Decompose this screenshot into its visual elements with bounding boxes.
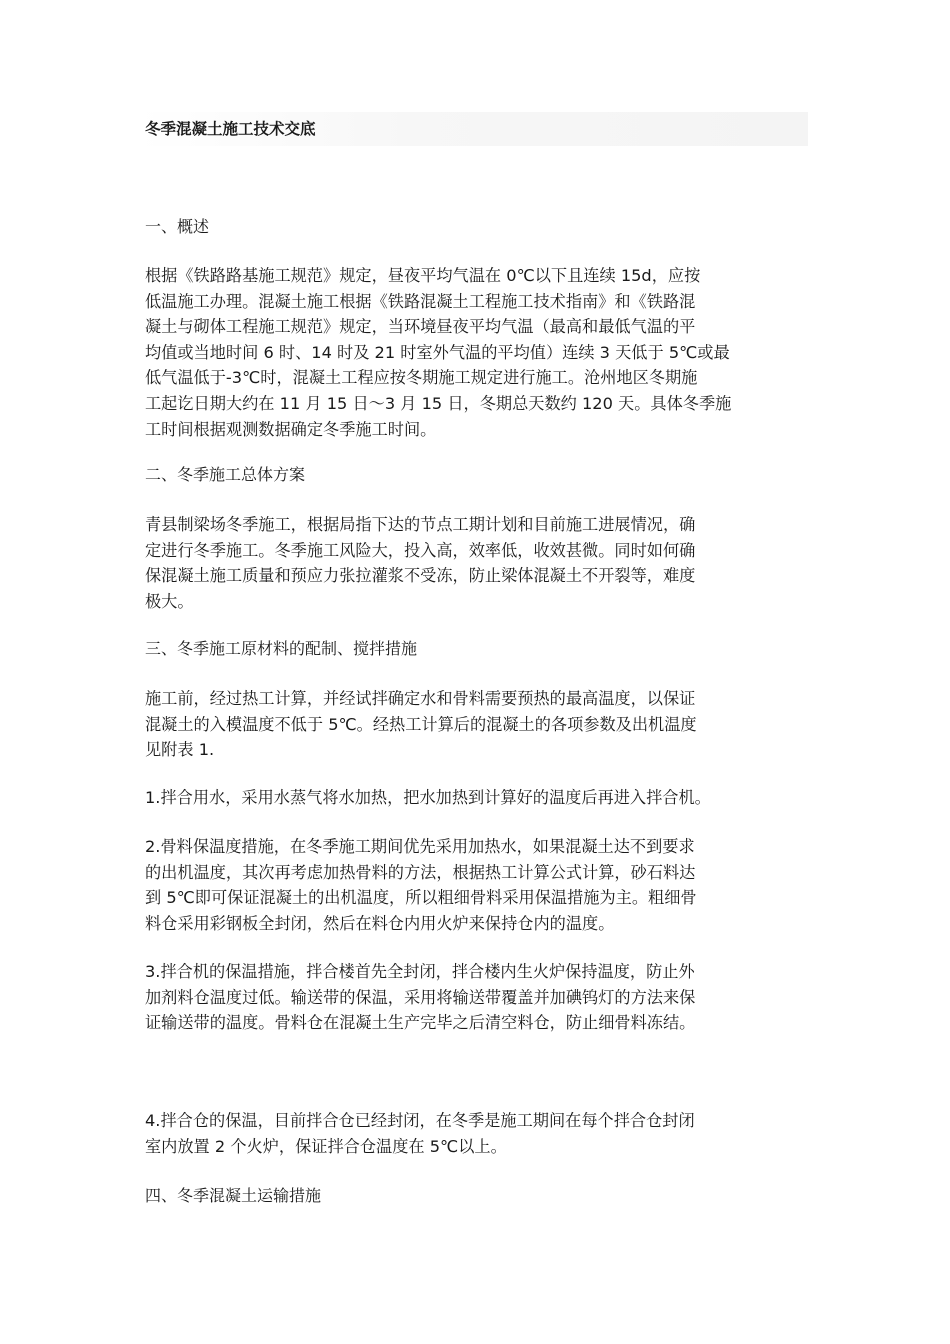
paragraph-item-2 bbox=[145, 834, 810, 936]
text-line: 工起讫日期大约在 11 月 15 日～3 月 15 日，冬期总天数约 120 天。具体冬季施 bbox=[145, 393, 732, 413]
paragraph-item-1 bbox=[145, 785, 810, 811]
text-line: 1.拌合用水，采用水蒸气将水加热，把水加热到计算好的温度后再进入拌合机。 bbox=[145, 788, 711, 807]
text-line: 低温施工办理。混凝土施工根据《铁路混凝土工程施工技术指南》和《铁路混 bbox=[145, 291, 696, 311]
text-line: 料仓采用彩钢板全封闭，然后在料仓内用火炉来保持仓内的温度。 bbox=[145, 913, 615, 933]
text-line: 极大。 bbox=[145, 591, 194, 611]
document-title: 冬季混凝土施工技术交底 bbox=[145, 120, 316, 138]
section-heading-overview: 一、概述 bbox=[145, 217, 210, 236]
section-heading-transport: 四、冬季混凝土运输措施 bbox=[145, 1186, 322, 1205]
text-line: 3.拌合机的保温措施，拌合楼首先全封闭，拌合楼内生火炉保持温度，防止外 bbox=[145, 962, 695, 981]
text-line: 青县制梁场冬季施工，根据局指下达的节点工期计划和目前施工进展情况，确 bbox=[145, 515, 696, 534]
text-line: 加剂料仓温度过低。输送带的保温，采用将输送带覆盖并加碘钨灯的方法来保 bbox=[145, 987, 696, 1007]
text-line: 到 5℃即可保证混凝土的出机温度，所以粗细骨料采用保温措施为主。粗细骨 bbox=[145, 888, 697, 908]
text-line: 保混凝土施工质量和预应力张拉灌浆不受冻，防止梁体混凝土不开裂等，难度 bbox=[145, 566, 696, 586]
text-line: 均值或当地时间 6 时、14 时及 21 时室外气温的平均值）连续 3 天低于 5℃或最 bbox=[145, 342, 730, 362]
text-line: 凝土与砌体工程施工规范》规定，当环境昼夜平均气温（最高和最低气温的平 bbox=[145, 317, 696, 337]
text-line: 见附表 1. bbox=[145, 740, 215, 760]
text-line: 证输送带的温度。骨料仓在混凝土生产完毕之后清空料仓，防止细骨料冻结。 bbox=[145, 1013, 696, 1033]
paragraph-overview bbox=[145, 263, 810, 442]
text-line: 定进行冬季施工。冬季施工风险大，投入高，效率低，收效甚微。同时如何确 bbox=[145, 540, 696, 560]
text-line: 的出机温度，其次再考虑加热骨料的方法，根据热工计算公式计算，砂石料达 bbox=[145, 862, 696, 882]
text-line: 2.骨料保温度措施，在冬季施工期间优先采用加热水，如果混凝土达不到要求 bbox=[145, 837, 695, 856]
text-line: 工时间根据观测数据确定冬季施工时间。 bbox=[145, 419, 437, 439]
paragraph-materials-intro bbox=[145, 686, 810, 763]
section-heading-materials: 三、冬季施工原材料的配制、搅拌措施 bbox=[145, 639, 418, 658]
paragraph-overall-plan bbox=[145, 512, 810, 614]
paragraph-item-4 bbox=[145, 1108, 810, 1159]
text-line: 混凝土的入模温度不低于 5℃。经热工计算后的混凝土的各项参数及出机温度 bbox=[145, 714, 697, 734]
text-line: 施工前，经过热工计算，并经试拌确定水和骨料需要预热的最高温度，以保证 bbox=[145, 689, 696, 708]
text-line: 4.拌合仓的保温，目前拌合仓已经封闭，在冬季是施工期间在每个拌合仓封闭 bbox=[145, 1111, 695, 1130]
text-line: 室内放置 2 个火炉，保证拌合仓温度在 5℃以上。 bbox=[145, 1136, 507, 1156]
paragraph-item-3 bbox=[145, 959, 810, 1036]
section-heading-overall-plan: 二、冬季施工总体方案 bbox=[145, 465, 306, 484]
text-line: 根据《铁路路基施工规范》规定，昼夜平均气温在 0℃以下且连续 15d，应按 bbox=[145, 266, 701, 285]
text-line: 低气温低于-3℃时，混凝土工程应按冬期施工规定进行施工。沧州地区冬期施 bbox=[145, 368, 698, 388]
